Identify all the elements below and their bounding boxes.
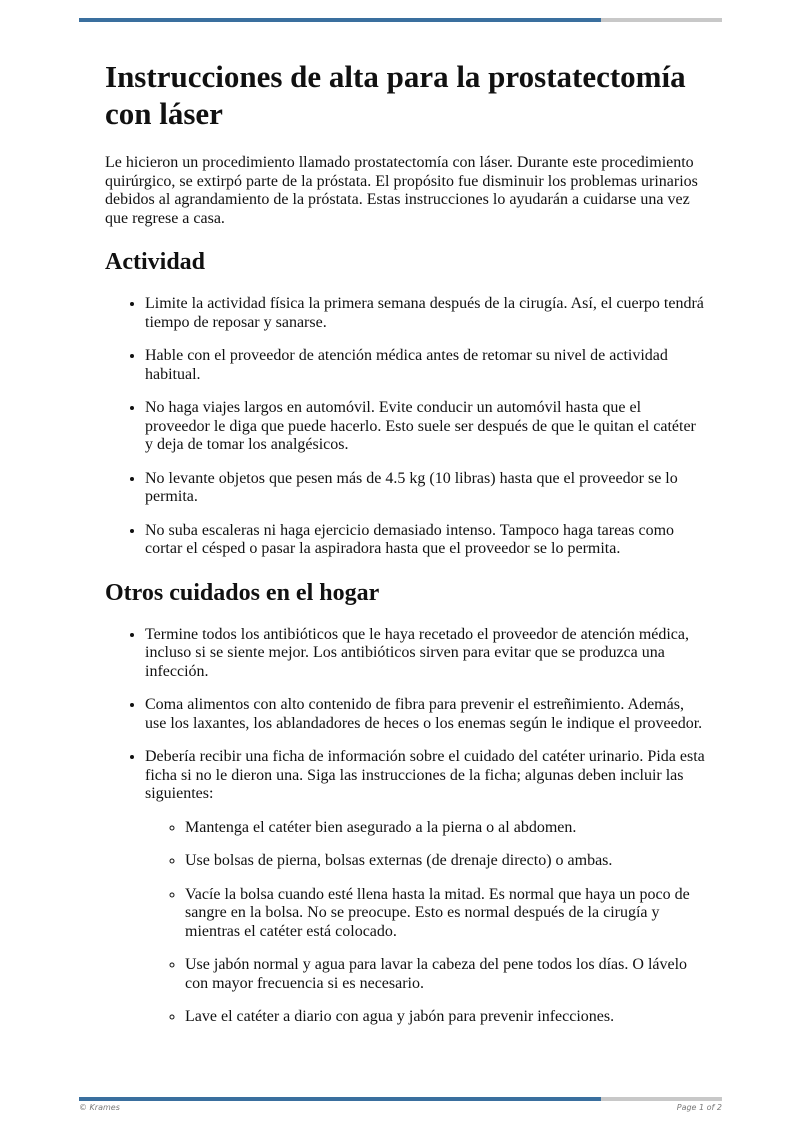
list-item-text: Debería recibir una ficha de información sobre el cuidado del catéter urinario. Pida esta ficha si no le dieron una. Siga las instrucciones de la ficha; algunas deben incluir las siguientes: (145, 748, 705, 802)
header-rule (79, 18, 722, 22)
list-item: • Limite la actividad física la primera semana después de la cirugía. Así, el cuerpo tendrá tiempo de reposar y sanarse. (145, 295, 705, 332)
list-item: • No levante objetos que pesen más de 4.5 kg (10 libras) hasta que el proveedor se lo permita. (145, 470, 705, 507)
list-item: • Coma alimentos con alto contenido de fibra para prevenir el estreñimiento. Además, use los laxantes, los ablandadores de heces o los enemas según le indique el proveedor. (145, 696, 705, 733)
list-item-catheter (145, 748, 705, 1027)
section-heading-otros-cuidados: Otros cuidados en el hogar (105, 579, 380, 606)
footer-copyright: © Krames (79, 1103, 120, 1112)
footer-rule-accent (79, 1097, 601, 1101)
sub-list-item: ◦ Use jabón normal y agua para lavar la cabeza del pene todos los días. O lávelo con mayor frecuencia si es necesario. (185, 956, 705, 993)
list-item: • Termine todos los antibióticos que le haya recetado el proveedor de atención médica, incluso si se siente mejor. Los antibióticos sirven para evitar que se produzca una infección. (145, 626, 705, 682)
list-item: • No haga viajes largos en automóvil. Evite conducir un automóvil hasta que el proveedor le diga que puede hacerlo. Esto suele ser después de que le quitan el catéter y deja de tomar los analgésicos. (145, 399, 705, 455)
header-rule-accent (79, 18, 601, 22)
sub-list-item: ◦ Lave el catéter a diario con agua y jabón para prevenir infecciones. (185, 1008, 705, 1027)
page-title: Instrucciones de alta para la prostatectomía con láser (105, 59, 686, 131)
intro-paragraph: Le hicieron un procedimiento llamado prostatectomía con láser. Durante este procedimiento quirúrgico, se extirpó parte de la próstata. El propósito fue disminuir los problemas urinarios debidos al agrandamiento de la próstata. Estas instrucciones lo ayudarán a cuidarse una vez que regrese a casa. (105, 154, 698, 227)
list-item: • Hable con el proveedor de atención médica antes de retomar su nivel de actividad habitual. (145, 347, 705, 384)
list-item: • No suba escaleras ni haga ejercicio demasiado intenso. Tampoco haga tareas como cortar el césped o pasar la aspiradora hasta que el proveedor se lo permita. (145, 522, 705, 559)
activity-list (105, 295, 705, 559)
sub-list-item: ◦ Vacíe la bolsa cuando esté llena hasta la mitad. Es normal que haya un poco de sangre en la bolsa. No se preocupe. Esto es normal después de la cirugía y mientras el catéter está colocado. (185, 886, 705, 942)
catheter-care-list (145, 819, 705, 1027)
home-care-list (105, 626, 705, 1027)
document-body (105, 58, 705, 1042)
sub-list-item: ◦ Mantenga el catéter bien asegurado a la pierna o al abdomen. (185, 819, 705, 838)
section-heading-actividad: Actividad (105, 249, 206, 275)
sub-list-item: ◦ Use bolsas de pierna, bolsas externas (de drenaje directo) o ambas. (185, 852, 705, 871)
footer-page-number: Page 1 of 2 (676, 1103, 722, 1112)
footer-rule (79, 1097, 722, 1101)
